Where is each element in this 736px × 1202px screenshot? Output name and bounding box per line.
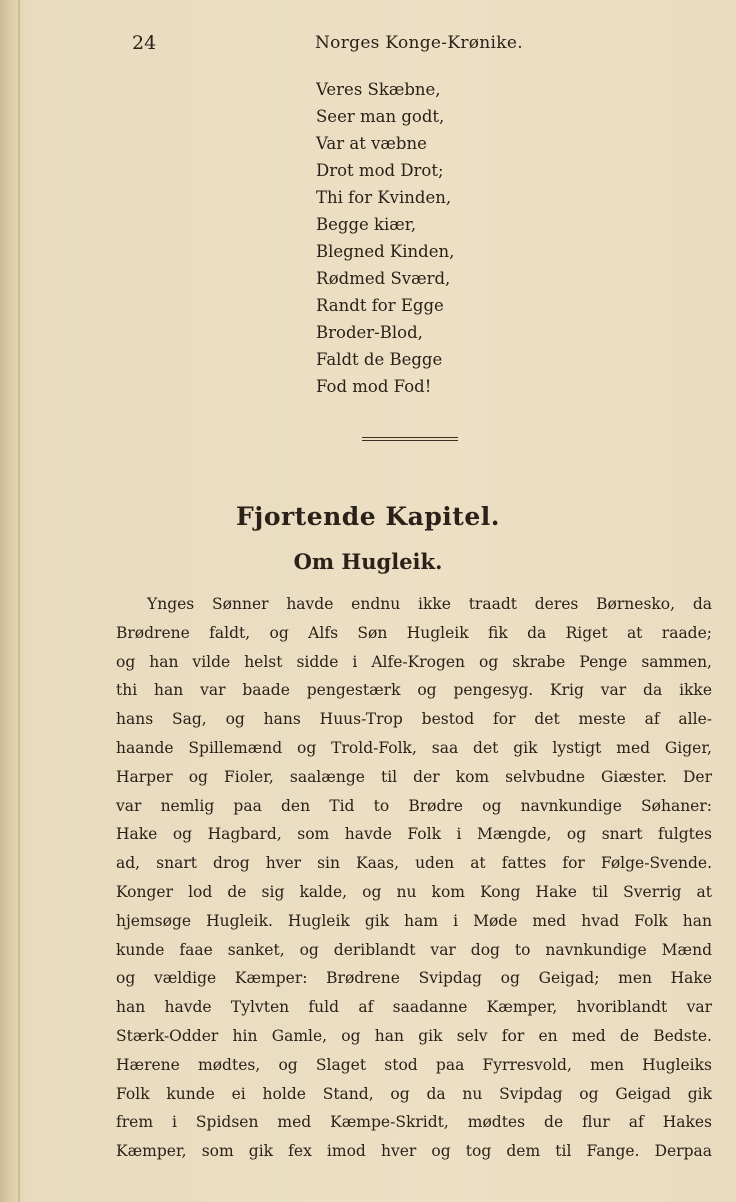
poem-line: Fod mod Fod! [316, 377, 432, 396]
text-line: Ynges Sønner havde endnu ikke traadt deres Børnesko, da [147, 595, 712, 613]
body-text [116, 590, 712, 1166]
running-title: Norges Konge-Krønike. [315, 33, 523, 53]
text-line: Stærk-Odder hin Gamle, og han gik selv for en med de Bedste. [116, 1026, 712, 1045]
poem-line: Var at væbne [316, 134, 427, 153]
page-header [0, 30, 736, 58]
poem-line: Thi for Kvinden, [316, 188, 452, 207]
text-line: var nemlig paa den Tid to Brødre og navnkundige Søhaner: [116, 796, 712, 815]
section-divider [362, 437, 458, 441]
text-line: frem i Spidsen med Kæmpe-Skridt, mødtes de flur af Hakes [116, 1113, 712, 1132]
poem-line: Seer man godt, [316, 107, 445, 126]
chapter-title: Fjortende Kapitel. [236, 502, 500, 531]
text-line: Hake og Hagbard, som havde Folk i Mængde, og snart fulgtes [116, 825, 712, 844]
poem-line: Blegned Kinden, [316, 242, 455, 261]
text-line: Konger lod de sig kalde, og nu kom Kong Hake til Sverrig at [116, 882, 712, 901]
text-line: Kæmper, som gik fex imod hver og tog dem til Fange. Derpaa [116, 1142, 712, 1161]
text-line: ad, snart drog hver sin Kaas, uden at fattes for Følge-Svende. [116, 854, 712, 873]
poem-stanza [316, 76, 616, 400]
poem-line: Begge kiær, [316, 215, 417, 234]
poem-line: Drot mod Drot; [316, 161, 444, 180]
text-line: Harper og Fioler, saalænge til der kom selvbudne Giæster. Der [116, 767, 712, 786]
text-line: hjemsøge Hugleik. Hugleik gik ham i Møde med hvad Folk han [116, 911, 712, 930]
text-line: han havde Tylvten fuld af saadanne Kæmper, hvoriblandt var [116, 998, 712, 1017]
text-line: haande Spillemænd og Trold-Folk, saa det gik lystigt med Giger, [116, 738, 712, 757]
text-line: Hærene mødtes, og Slaget stod paa Fyrresvold, men Hugleiks [116, 1055, 712, 1074]
text-line: thi han var baade pengestærk og pengesyg. Krig var da ikke [116, 681, 712, 700]
text-line: kunde faae sanket, og deriblandt var dog to navnkundige Mænd [116, 940, 712, 959]
section-title: Om Hugleik. [293, 549, 443, 574]
poem-line: Broder-Blod, [316, 323, 423, 342]
poem-line: Faldt de Begge [316, 350, 443, 369]
page-gutter [18, 0, 20, 1202]
poem-line: Veres Skæbne, [316, 80, 441, 99]
text-line: og vældige Kæmper: Brødrene Svipdag og Geigad; men Hake [116, 969, 712, 988]
text-line: hans Sag, og hans Huus-Trop bestod for det meste af alle- [116, 710, 712, 729]
poem-line: Randt for Egge [316, 296, 444, 315]
text-line: og han vilde helst sidde i Alfe-Krogen og skrabe Penge sammen, [116, 652, 712, 671]
text-line: Folk kunde ei holde Stand, og da nu Svipdag og Geigad gik [116, 1084, 712, 1103]
page-number: 24 [132, 32, 157, 54]
text-line: Brødrene faldt, og Alfs Søn Hugleik fik da Riget at raade; [116, 623, 712, 642]
poem-line: Rødmed Sværd, [316, 269, 451, 288]
